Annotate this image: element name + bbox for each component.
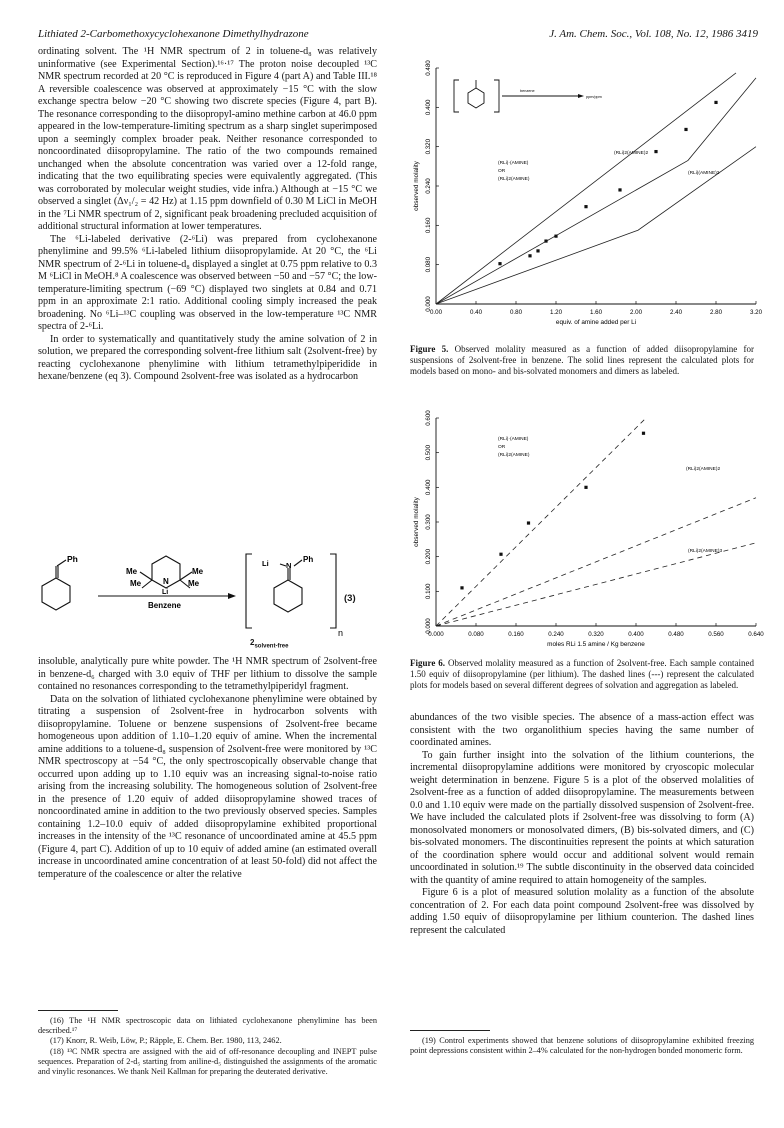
y-axis-label: observed molality xyxy=(413,161,420,211)
compound-label: $2_{solvent-free}$ xyxy=(250,638,289,650)
running-header-left: Lithiated 2-Carbomethoxycyclohexanone Dimethylhydrazone xyxy=(38,28,309,40)
paragraph: Data on the solvation of lithiated cyclohexanone phenylimine were obtained by titrating a suspension of 2solvent-free in hydrocarbon solvents with diisopropylamine. Toluene or benzene suspensions of 2solvent-free became homogeneous upon addition of 1.10–1.20 equiv of amine. When the incremental amine additions to a toluene-d₈ suspension of 2solvent-free were monitored by ¹³C NMR spectroscopy at −54 °C, the only spectroscopically observable change that occurred upon adding up to 1.10 equiv was an increasing signal-to-noise ratio arising from the increasing solubility. The homogeneous solution of 2solvent-free in the presence of 1.20 equiv of added diisopropylamine showed traces of noncoordinated amine in addition to the two previously observed species. Samples containing 1.2–10.0 equiv of added diisopropylamine exhibited proportional increases in the intensity of the ¹³C resonance of uncoordinated amine at 45.5 ppm (Figure 4, part C). Addition of up to 10 equiv of added amine (an estimated overall increase in uncoordinated amine concentration of at least 50-fold) did not affect the temperature of the coalescence or alter the relative xyxy=(38,693,377,880)
footnote: (17) Knorr, R. Weib, Löw, P.; Räpple, E. Chem. Ber. 1980, 113, 2462. xyxy=(50,1036,282,1046)
x-tick-label: 0.480 xyxy=(668,631,684,638)
solvent-label: Benzene xyxy=(148,601,181,610)
paragraph: In order to systematically and quantitatively study the amine solvation of 2 in solution, we prepared the corresponding solvent-free lithium salt (2solvent-free) by reacting cyclohexanone phenylimine with lithium tetramethylpiperidide in hexane/benzene (eq 3). Compound 2solvent-free was isolated as a hydrocarbon xyxy=(38,333,377,382)
x-axis-label: equiv. of amine added per Li xyxy=(555,319,637,326)
x-tick-label: 0.320 xyxy=(588,631,604,638)
series-line xyxy=(436,543,756,626)
paragraph: ordinating solvent. The ¹H NMR spectrum of 2 in toluene-d₈ was relatively uninformative (see Experimental Section).¹⁶·¹⁷ The proton noise decoupled ¹³C NMR spectrum recorded at 20 °C is reproduced in Figure 4 (part A) and Table III.¹⁸ A reversible coalescence was observed at approximately −15 °C with the slow exchange spectra below −20 °C showing two discrete species (Figure 4, part B). The resonance corresponding to the diisopropyl-amino methine carbon at 46.0 ppm appeared in the low-temperature-limiting spectrum as a sharp singlet superimposed upon a seemingly complex broader peak. Neither resonance corresponded to noncoordinated diisopropylamine. The ratio of the two compounds remained unchanged when the absolute concentration was varied over a 12-fold range, indicating that the two equilibrating species were equivalently aggregated. (This was corroborated by molecular weight studies, vide infra.) Although at −15 °C we observed a singlet (Δν₁/₂ = 42 Hz) at 1.15 ppm downfield of 0.30 M LiCl in MeOH in the ⁷Li NMR spectrum of 2, significant peak broadening precluded acquisition of additional structural information at lower temperatures. xyxy=(38,46,377,232)
y-tick-label: 0.160 xyxy=(425,217,432,234)
x-tick-label: 0.080 xyxy=(468,631,484,638)
lithium-label: Li xyxy=(262,559,269,568)
running-header-right: J. Am. Chem. Soc., Vol. 108, No. 12, 1986 3419 xyxy=(549,28,758,40)
data-point xyxy=(544,239,547,242)
data-point xyxy=(499,553,502,556)
data-point xyxy=(618,188,621,191)
y-tick-label: 0.600 xyxy=(425,410,432,426)
lithium-label: Li xyxy=(162,589,169,596)
y-tick-label: 0.300 xyxy=(425,514,432,530)
y-tick-label: 0.320 xyxy=(425,138,432,155)
series-label: (RLi)·(AMINE) xyxy=(498,161,529,166)
y-tick-label: 0.500 xyxy=(425,444,432,461)
subscript-n: n xyxy=(338,628,344,638)
series-label: (RLi)2(AMINE)3 xyxy=(688,549,723,554)
series-label: (RLi)(AMINE)2 xyxy=(688,171,720,176)
inset-label: ppm/ppm xyxy=(586,95,602,99)
series-label: (RLi)2(AMINE)2 xyxy=(686,467,721,472)
data-point xyxy=(528,254,531,257)
cyclohexene-ring xyxy=(468,88,484,108)
y-tick-label: 0.240 xyxy=(425,178,432,194)
data-point xyxy=(527,521,530,524)
x-tick-label: 0.400 xyxy=(628,631,644,638)
series-label: (RLi)2(AMINE)2 xyxy=(614,151,649,156)
y-tick-label: 0.100 xyxy=(425,583,432,600)
series-line xyxy=(436,498,756,626)
paragraph: The ⁶Li-labeled derivative (2-⁶Li) was prepared from cyclohexanone phenylimine and 99.5% ⁶Li-labeled lithium diisopropylamide. At 20 °C, the ⁶Li NMR spectrum of 2-⁶Li in toluene-d₈ displayed a singlet at 0.75 ppm relative to 0.3 M ⁶LiCl in MeOH.⁸ A coalescence was observed between −50 and −57 °C; the low-temperature-limiting spectrum (−69 °C) displayed two singlets at 0.84 and 0.71 ppm in an approximate 2:1 ratio. Additional cooling simply increased the peak broadening. No ⁶Li–¹³C coupling was observed in the low-temperature ¹³C NMR spectra of 2-⁶Li. xyxy=(38,233,377,332)
x-tick-label: 0.640 xyxy=(748,631,764,638)
methyl-label: Me xyxy=(188,579,200,588)
paragraph: abundances of the two visible species. The absence of a mass-action effect was consistent with the two organolithium species having the same number of coordinated amines. xyxy=(410,712,754,748)
data-point xyxy=(498,262,501,265)
footnote: (16) The ¹H NMR spectroscopic data on lithiated cyclohexanone phenylimine has been described.¹⁷ xyxy=(38,1016,377,1036)
footnotes-left xyxy=(38,1016,377,1077)
y-tick-label: 0.000 xyxy=(425,296,432,312)
series-label: (RLi)2(AMINE) xyxy=(498,177,530,182)
series-label: (RLi)2(AMINE) xyxy=(498,453,530,458)
y-tick-label: 0.400 xyxy=(425,99,432,116)
phenyl-label: Ph xyxy=(67,554,78,564)
y-axis-label: observed molality xyxy=(413,497,420,547)
figure-6-caption: Figure 6. Observed molality measured as a function of 2solvent-free. Each sample contained 1.50 equiv of diisopropylamine (per lithium). The dashed lines (---) represent the calculated plots for models based on several different degrees of solvation and aggregation as labeled. xyxy=(410,658,754,690)
figure-5-caption: Figure 5. Observed molality measured as a function of added diisopropylamine for suspensions of 2solvent-free in benzene. The solid lines represent the calculated plots for models based on mono- and bis-solvated monomers and dimers as labeled. xyxy=(410,344,754,376)
methyl-label: Me xyxy=(130,579,142,588)
methyl-label: Me xyxy=(126,567,138,576)
x-axis-label: moles RLi 1.5 amine / Kg benzene xyxy=(547,641,645,648)
equation-number: (3) xyxy=(344,593,356,604)
y-tick-label: 0.480 xyxy=(425,60,432,76)
phenyl-label: Ph xyxy=(303,555,314,564)
paragraph: insoluble, analytically pure white powder. The ¹H NMR spectrum of 2solvent-free in benzene-d₆ charged with 3.0 equiv of THF per lithium to dissolve the sample contained no resonances corresponding to the tetramethylpiperidyl fragment. xyxy=(38,656,377,692)
data-point xyxy=(536,249,539,252)
data-point xyxy=(654,150,657,153)
footnote: (19) Control experiments showed that benzene solutions of diisopropylamine exhibited freezing point depressions consistent within 2–4% calculated for the non-hydrogen bonded monomeric form. xyxy=(410,1036,754,1056)
data-point xyxy=(584,486,587,489)
paragraph: To gain further insight into the solvation of the lithium counterions, the incremental diisopropylamine additions were monitored by cryoscopic molecular weight determination in benzene. Figure 5 is a plot of the observed molalities of 2solvent-free as a function of added diisopropylamine. The measurements between 0.0 and 1.10 equiv were made on the partially dissolved suspension of 2solvent-free. We have included the calculated plots if 2solvent-free was dissolving to form (A) monosolvated monomers or monosolvated dimers, (B) bis-solvated dimers, and (C) bis-solvated monomers. The discontinuities represent the points at which saturation of the coordination sphere would occur and additional solvent would remain uncoordinated in solution.¹⁹ The subtle discontinuity in the observed data coincided with the quantity of amine required to attain homogeneity of the samples. xyxy=(410,749,754,886)
data-point xyxy=(554,235,557,238)
inset-bracket xyxy=(494,80,499,112)
figure-6-chart xyxy=(402,410,762,650)
nitrogen-label: N xyxy=(163,577,169,586)
x-tick-label: 2.00 xyxy=(629,309,643,316)
paragraph: Figure 6 is a plot of measured solution molality as a function of the absolute concentration of 2. For each data point compound 2solvent-free was dissolved by adding 1.50 equiv of diisopropylamine per lithium counterion. The dashed lines represent the calculated xyxy=(410,887,754,936)
methyl-label: Me xyxy=(192,567,204,576)
y-tick-label: 0.000 xyxy=(425,618,432,634)
footnote-rule xyxy=(38,1010,118,1011)
x-tick-label: 3.20 xyxy=(749,309,763,316)
x-tick-label: 0.160 xyxy=(508,631,524,638)
x-tick-label: 1.60 xyxy=(589,309,603,316)
footnote-rule xyxy=(410,1030,490,1031)
series-line xyxy=(436,418,646,626)
x-tick-label: 0.240 xyxy=(548,631,564,638)
data-point xyxy=(584,205,587,208)
x-tick-label: 0.80 xyxy=(509,309,523,316)
inset-arrowhead xyxy=(578,94,584,98)
x-tick-label: 1.20 xyxy=(549,309,563,316)
x-tick-label: 0.000 xyxy=(428,631,444,638)
series-line xyxy=(436,78,756,304)
left-column-top xyxy=(38,46,377,384)
y-tick-label: 0.200 xyxy=(425,548,432,565)
footnotes-right xyxy=(410,1036,754,1056)
x-tick-label: 2.80 xyxy=(709,309,723,316)
data-point xyxy=(714,101,717,104)
series-label: OR xyxy=(498,169,506,174)
data-point xyxy=(642,432,645,435)
reaction-scheme xyxy=(38,548,378,640)
data-point xyxy=(460,586,463,589)
series-line xyxy=(436,73,736,304)
x-tick-label: 0.560 xyxy=(708,631,724,638)
right-column-text xyxy=(410,712,754,937)
inset-label: benzene xyxy=(520,89,535,93)
series-label: (RLi)·(AMINE) xyxy=(498,437,529,442)
y-tick-label: 0.400 xyxy=(425,479,432,496)
figure-5-chart xyxy=(402,60,762,328)
x-tick-label: 0.40 xyxy=(469,309,483,316)
x-tick-label: 2.40 xyxy=(669,309,683,316)
y-tick-label: 0.080 xyxy=(425,256,432,273)
nitrogen-label: N xyxy=(286,561,292,570)
left-column-bottom xyxy=(38,656,377,881)
footnote: (18) ¹³C NMR spectra are assigned with the aid of off-resonance decoupling and INEPT pulse sequences. Preparation of 2-d₅ starting from aniline-d₅ distinguished the assignments of the aromatic and vinylic resonances. We thank Neil Kallman for preparing the deuterated derivative. xyxy=(38,1046,377,1077)
series-label: OR xyxy=(498,445,506,450)
x-tick-label: 0.00 xyxy=(429,309,443,316)
data-point xyxy=(684,128,687,131)
inset-bracket xyxy=(454,80,459,112)
